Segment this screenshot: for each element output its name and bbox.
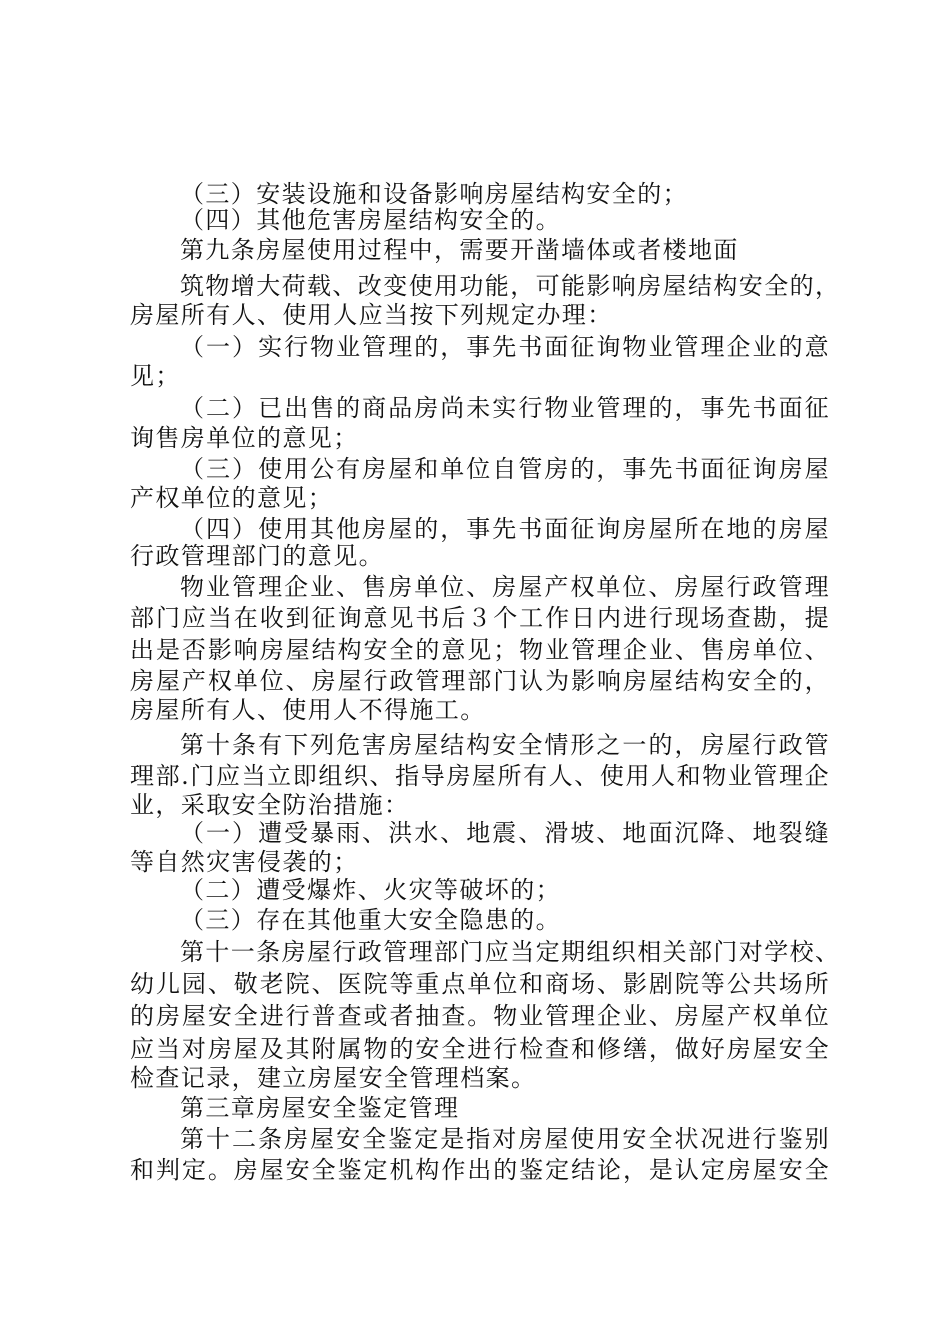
text-line: （二）遭受爆炸、火灾等破坏的； [180,876,561,904]
text-line: 的房屋安全进行普查或者抽查。物业管理企业、房屋产权单位 [130,1002,830,1030]
text-line: 房屋所有人、使用人不得施工。 [130,696,486,724]
text-line: 筑物增大荷载、改变使用功能，可能影响房屋结构安全的， [180,272,841,300]
text-line: 第十条有下列危害房屋结构安全情形之一的，房屋行政管 [180,731,830,759]
text-line: 房屋产权单位、房屋行政管理部门认为影响房屋结构安全的， [130,667,830,695]
text-line: 检查记录，建立房屋安全管理档案。 [130,1064,537,1092]
text-line: （二）已出售的商品房尚未实行物业管理的，事先书面征 [180,394,830,422]
text-line: （三）使用公有房屋和单位自管房的，事先书面征询房屋 [180,455,830,483]
text-line: 业，采取安全防治措施： [130,791,410,819]
text-line: 物业管理企业、售房单位、房屋产权单位、房屋行政管理 [180,573,830,601]
text-line: （一）实行物业管理的，事先书面征询物业管理企业的意 [180,333,830,361]
text-line: 和判定。房屋安全鉴定机构作出的鉴定结论，是认定房屋安全 [130,1156,830,1184]
text-line: 出是否影响房屋结构安全的意见；物业管理企业、售房单位、 [130,636,830,664]
text-line: 等自然灾害侵袭的； [130,848,359,876]
text-line: 第十一条房屋行政管理部门应当定期组织相关部门对学校、 [180,938,841,966]
text-line: 行政管理部门的意见。 [130,542,384,570]
section-heading: 第三章房屋安全鉴定管理 [180,1094,460,1122]
text-line: 第十二条房屋安全鉴定是指对房屋使用安全状况进行鉴别 [180,1125,830,1153]
text-line: 见； [130,362,181,390]
text-line: 部门应当在收到征询意见书后３个工作日内进行现场查勘，提 [130,604,830,632]
text-line: 幼儿园、敬老院、医院等重点单位和商场、影剧院等公共场所 [130,970,830,998]
text-line: 产权单位的意见； [130,484,334,512]
text-line: 第九条房屋使用过程中，需要开凿墙体或者楼地面 [180,236,739,264]
text-line: 询售房单位的意见； [130,424,359,452]
text-line: （三）存在其他重大安全隐患的。 [180,906,561,934]
text-line: 应当对房屋及其附属物的安全进行检查和修缮，做好房屋安全 [130,1035,830,1063]
text-line: （三）安装设施和设备影响房屋结构安全的； [180,180,688,208]
text-line: （一）遭受暴雨、洪水、地震、滑坡、地面沉降、地裂缝 [180,819,830,847]
text-line: （四）使用其他房屋的，事先书面征询房屋所在地的房屋 [180,515,830,543]
text-line: 房屋所有人、使用人应当按下列规定办理： [130,301,613,329]
text-line: （四）其他危害房屋结构安全的。 [180,206,561,234]
text-line: 理部.门应当立即组织、指导房屋所有人、使用人和物业管理企 [130,762,830,790]
